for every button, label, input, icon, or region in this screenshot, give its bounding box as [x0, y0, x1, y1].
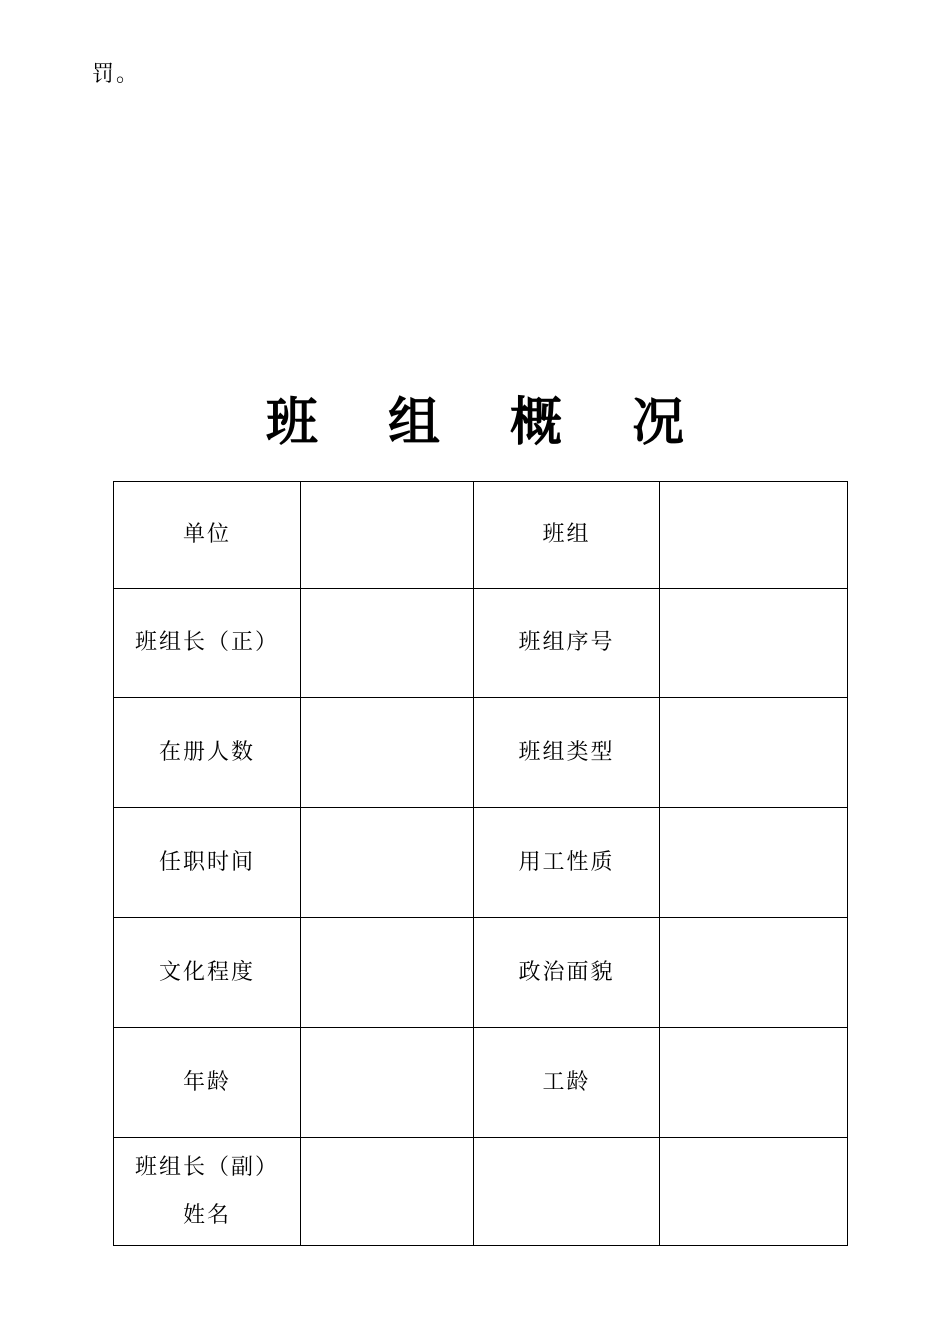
value-political-status[interactable] — [660, 918, 848, 1028]
value-team-type[interactable] — [660, 698, 848, 808]
table-row — [114, 918, 848, 1028]
value-team-number[interactable] — [660, 589, 848, 698]
value-education[interactable] — [301, 918, 474, 1028]
table-row — [114, 1138, 848, 1246]
value-employment-type[interactable] — [660, 808, 848, 918]
label-team-leader: 班组长（正） — [114, 589, 301, 698]
value-age[interactable] — [301, 1028, 474, 1138]
deputy-row-cell-3[interactable] — [474, 1138, 660, 1246]
table-row — [114, 589, 848, 698]
label-deputy-leader-line1: 班组长（副） — [134, 1154, 279, 1180]
label-headcount: 在册人数 — [114, 698, 301, 808]
carryover-text: 罚。 — [92, 62, 141, 87]
label-work-years: 工龄 — [474, 1028, 660, 1138]
value-unit[interactable] — [301, 482, 474, 589]
deputy-row-cell-4[interactable] — [660, 1138, 848, 1246]
label-education: 文化程度 — [114, 918, 301, 1028]
label-political-status: 政治面貌 — [474, 918, 660, 1028]
label-team: 班组 — [474, 482, 660, 589]
page-title: 班 组 概 况 — [265, 393, 711, 453]
table-row — [114, 482, 848, 589]
label-deputy-leader-name — [114, 1138, 301, 1246]
team-overview-table — [113, 481, 848, 1246]
value-deputy-leader-name[interactable] — [301, 1138, 474, 1246]
value-tenure-start[interactable] — [301, 808, 474, 918]
value-team[interactable] — [660, 482, 848, 589]
table-row — [114, 808, 848, 918]
label-age: 年龄 — [114, 1028, 301, 1138]
label-team-number: 班组序号 — [474, 589, 660, 698]
table-row — [114, 1028, 848, 1138]
value-work-years[interactable] — [660, 1028, 848, 1138]
value-team-leader[interactable] — [301, 589, 474, 698]
label-employment-type: 用工性质 — [474, 808, 660, 918]
label-deputy-leader-line2: 姓名 — [182, 1202, 231, 1228]
value-headcount[interactable] — [301, 698, 474, 808]
label-unit: 单位 — [114, 482, 301, 589]
label-team-type: 班组类型 — [474, 698, 660, 808]
label-tenure-start: 任职时间 — [114, 808, 301, 918]
table-row — [114, 698, 848, 808]
